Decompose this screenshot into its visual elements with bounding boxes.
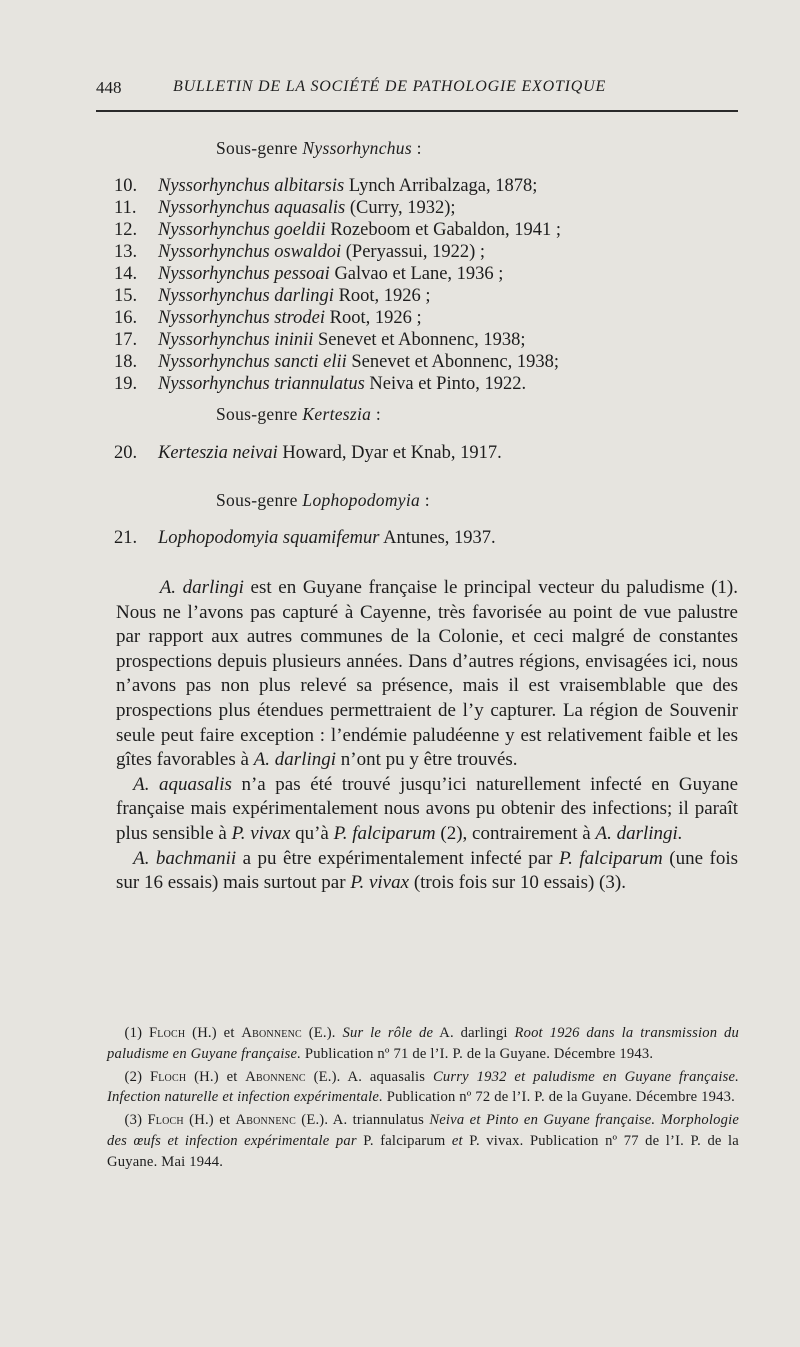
- page-number: 448: [96, 78, 122, 97]
- species-entry: 21. Lophopodomyia squamifemur Antunes, 1937.: [114, 528, 496, 548]
- species-entry: 14. Nyssorhynchus pessoai Galvao et Lane, 1936 ;: [114, 264, 504, 284]
- species-entry: 15. Nyssorhynchus darlingi Root, 1926 ;: [114, 286, 431, 306]
- subgenus-heading-lophopodomyia: Sous-genre Lophopodomyia :: [216, 490, 430, 510]
- paragraph: A. darlingi est en Guyane française le principal vecteur du paludisme (1). Nous ne l’avons pas capturé à Cayenne, très favorisée au point de vue palustre par rapport aux autres communes de la Colonie, et ceci malgré de constantes prospections depuis plusieurs années. Dans d’autres régions, envisagées ici, nous n’avons pas non plus relevé sa présence, mais il est vraisemblable que des prospections plus étendues permettraient de l’y capturer. La région de Souvenir seule peut faire exception : l’endémie paludéenne y est relativement faible et les gîtes favorables à A. darlingi n’ont pu y être trouvés.: [116, 577, 738, 771]
- species-entry: 10. Nyssorhynchus albitarsis Lynch Arribalzaga, 1878;: [114, 176, 538, 196]
- journal-title: BULLETIN DE LA SOCIÉTÉ DE PATHOLOGIE EXOTIQUE: [173, 78, 607, 95]
- species-entry: 16. Nyssorhynchus strodei Root, 1926 ;: [114, 308, 422, 328]
- species-entry: 19. Nyssorhynchus triannulatus Neiva et Pinto, 1922.: [114, 374, 527, 394]
- species-entry: 13. Nyssorhynchus oswaldoi (Peryassui, 1922) ;: [114, 242, 486, 262]
- footnote: (3) Floch (H.) et Abonnenc (E.). A. triannulatus Neiva et Pinto en Guyane française. Morphologie des œufs et infection expérimentale par P. falciparum et P. vivax. Publication nº 77 de l’I. P. de la Guyane. Mai 1944.: [107, 1112, 740, 1170]
- header-rule: [96, 110, 738, 112]
- subgenus-heading-nyssorhynchus: Sous-genre Nyssorhynchus :: [216, 138, 422, 158]
- footnote: (2) Floch (H.) et Abonnenc (E.). A. aquasalis Curry 1932 et paludisme en Guyane française. Infection naturelle et infection expérimentale. Publication nº 72 de l’I. P. de la Guyane. Décembre 1943.: [107, 1068, 740, 1106]
- species-entry: 18. Nyssorhynchus sancti elii Senevet et Abonnenc, 1938;: [114, 352, 559, 372]
- footnotes: [107, 1023, 739, 1175]
- species-entry: 17. Nyssorhynchus ininii Senevet et Abonnenc, 1938;: [114, 330, 526, 350]
- species-entry: 12. Nyssorhynchus goeldii Rozeboom et Gabaldon, 1941 ;: [114, 220, 562, 240]
- running-header: [96, 78, 750, 102]
- paragraph: A. bachmanii a pu être expérimentalement infecté par P. falciparum (une fois sur 16 essais) mais surtout par P. vivax (trois fois sur 10 essais) (3).: [116, 847, 739, 894]
- body-text: [116, 576, 738, 896]
- species-entry: 11. Nyssorhynchus aquasalis (Curry, 1932);: [114, 198, 456, 218]
- paragraph: A. aquasalis n’a pas été trouvé jusqu’ici naturellement infecté en Guyane française mais expérimentalement nous avons pu obtenir des infections; il paraît plus sensible à P. vivax qu’à P. falciparum (2), contrairement à A. darlingi.: [116, 773, 738, 844]
- species-entry: 20. Kerteszia neivai Howard, Dyar et Knab, 1917.: [114, 443, 502, 463]
- footnote: (1) Floch (H.) et Abonnenc (E.). Sur le rôle de A. darlingi Root 1926 dans la transmission du paludisme en Guyane française. Publication nº 71 de l’I. P. de la Guyane. Décembre 1943.: [107, 1025, 740, 1062]
- subgenus-heading-kerteszia: Sous-genre Kerteszia :: [216, 404, 382, 424]
